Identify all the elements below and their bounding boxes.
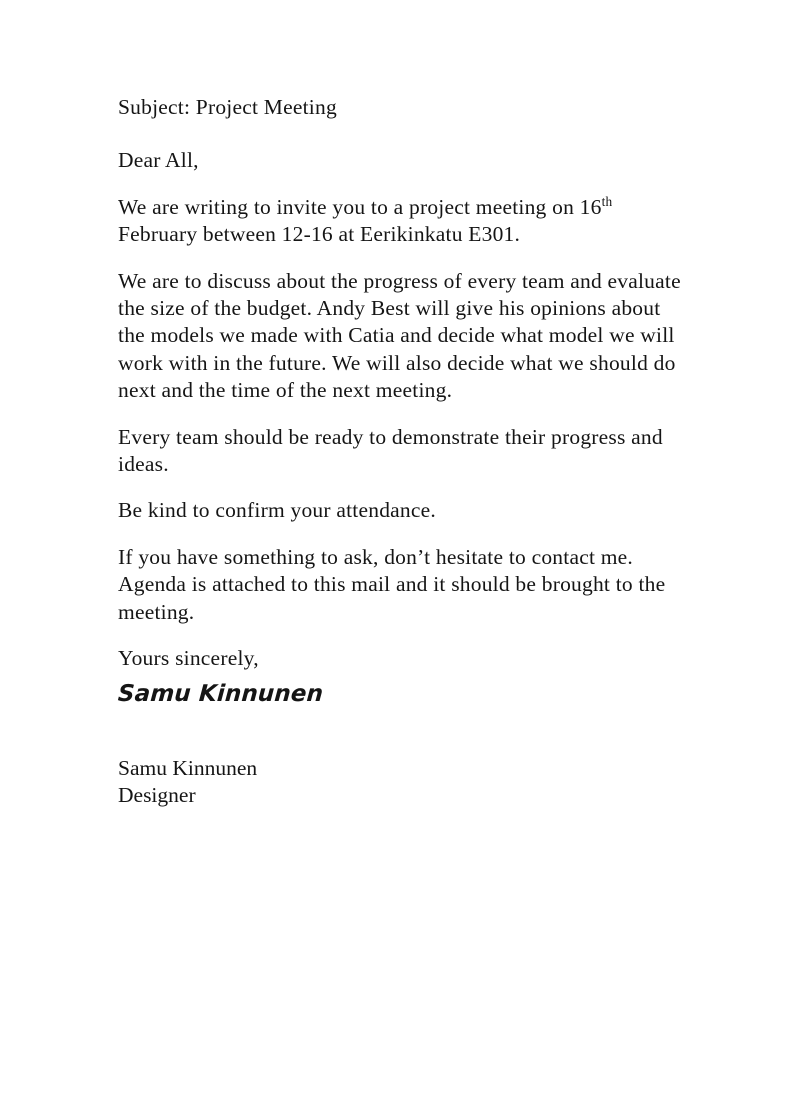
handwritten-signature: Samu Kinnunen: [117, 680, 325, 707]
sender-title: Designer: [118, 782, 196, 807]
sender-name: Samu Kinnunen: [118, 755, 258, 780]
invitation-text-before-ordinal: We are writing to invite you to a project meeting on 16: [118, 194, 602, 219]
closing-line: Yours sincerely,: [118, 646, 259, 671]
subject-line: Subject: Project Meeting: [118, 95, 337, 119]
paragraph-agenda-details: We are to discuss about the progress of every team and evaluate the size of the budget. Andy Best will give his opinions about the models we made with Catia and decide what model we will work with in the future. We will also decide what we should do next and the time of the next meeting.: [118, 268, 681, 403]
paragraph-confirm-attendance: Be kind to confirm your attendance.: [118, 498, 436, 523]
paragraph-contact: If you have something to ask, don’t hesitate to contact me. Agenda is attached to this mail and it should be brought to the meeting.: [118, 544, 666, 624]
sender-block: [118, 755, 684, 810]
letter-body: [118, 94, 684, 809]
salutation: Dear All,: [118, 148, 199, 173]
invitation-text-after-ordinal: February between 12-16 at Eerikinkatu E301.: [118, 222, 521, 247]
ordinal-suffix: th: [601, 193, 613, 209]
paragraph-demonstrate: Every team should be ready to demonstrate their progress and ideas.: [118, 424, 663, 477]
paragraph-invitation: [118, 194, 684, 249]
